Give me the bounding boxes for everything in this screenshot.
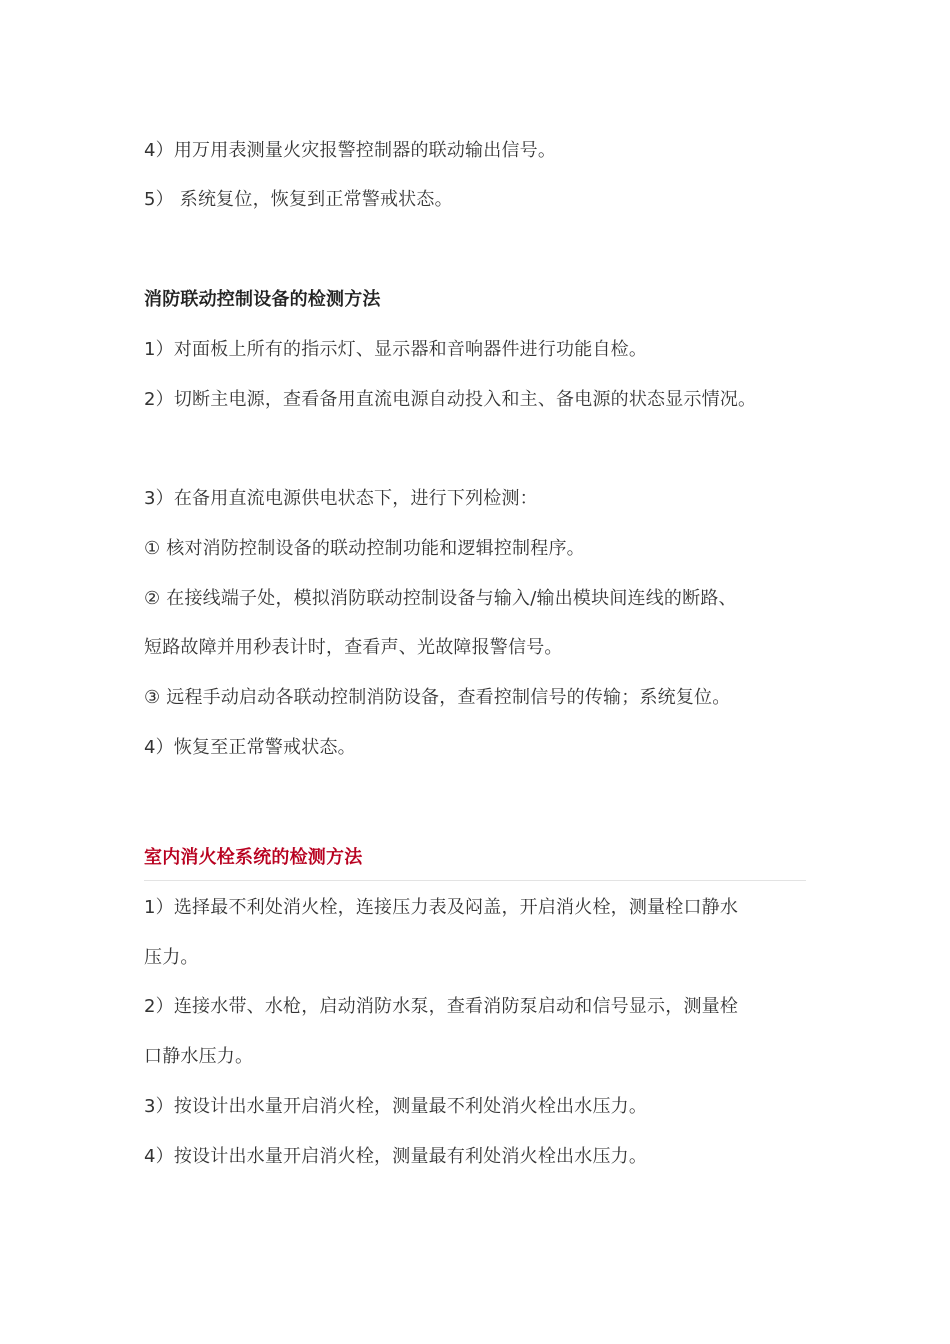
- section-heading-indoor-hydrant: 室内消火栓系统的检测方法: [144, 847, 363, 868]
- paragraph-s3-item1-line1: 1）选择最不利处消火栓，连接压力表及闷盖，开启消火栓，测量栓口静水: [144, 897, 739, 918]
- paragraph-s2-item2: 2）切断主电源，查看备用直流电源自动投入和主、备电源的状态显示情况。: [144, 389, 757, 410]
- paragraph-s2-sub3: ③ 远程手动启动各联动控制消防设备，查看控制信号的传输；系统复位。: [144, 687, 731, 708]
- paragraph-s2-item3: 3）在备用直流电源供电状态下，进行下列检测：: [144, 488, 538, 509]
- paragraph-s2-sub1: ① 核对消防控制设备的联动控制功能和逻辑控制程序。: [144, 538, 585, 559]
- section-divider: [144, 880, 806, 881]
- paragraph-s3-item1-line2: 压力。: [144, 947, 199, 968]
- paragraph-s2-item1: 1）对面板上所有的指示灯、显示器和音响器件进行功能自检。: [144, 339, 648, 360]
- paragraph-s1-item4: 4）用万用表测量火灾报警控制器的联动输出信号。: [144, 140, 557, 161]
- section-heading-linkage-control: 消防联动控制设备的检测方法: [144, 289, 381, 310]
- paragraph-s1-item5: 5） 系统复位，恢复到正常警戒状态。: [144, 189, 453, 210]
- paragraph-s2-sub2-line1: ② 在接线端子处，模拟消防联动控制设备与输入/输出模块间连线的断路、: [144, 588, 737, 609]
- paragraph-s2-item4: 4）恢复至正常警戒状态。: [144, 737, 356, 758]
- paragraph-s3-item4: 4）按设计出水量开启消火栓，测量最有利处消火栓出水压力。: [144, 1146, 648, 1167]
- paragraph-s3-item2-line1: 2）连接水带、水枪，启动消防水泵，查看消防泵启动和信号显示，测量栓: [144, 996, 739, 1017]
- paragraph-s3-item2-line2: 口静水压力。: [144, 1046, 254, 1067]
- paragraph-s3-item3: 3）按设计出水量开启消火栓，测量最不利处消火栓出水压力。: [144, 1096, 648, 1117]
- paragraph-s2-sub2-line2: 短路故障并用秒表计时，查看声、光故障报警信号。: [144, 637, 563, 658]
